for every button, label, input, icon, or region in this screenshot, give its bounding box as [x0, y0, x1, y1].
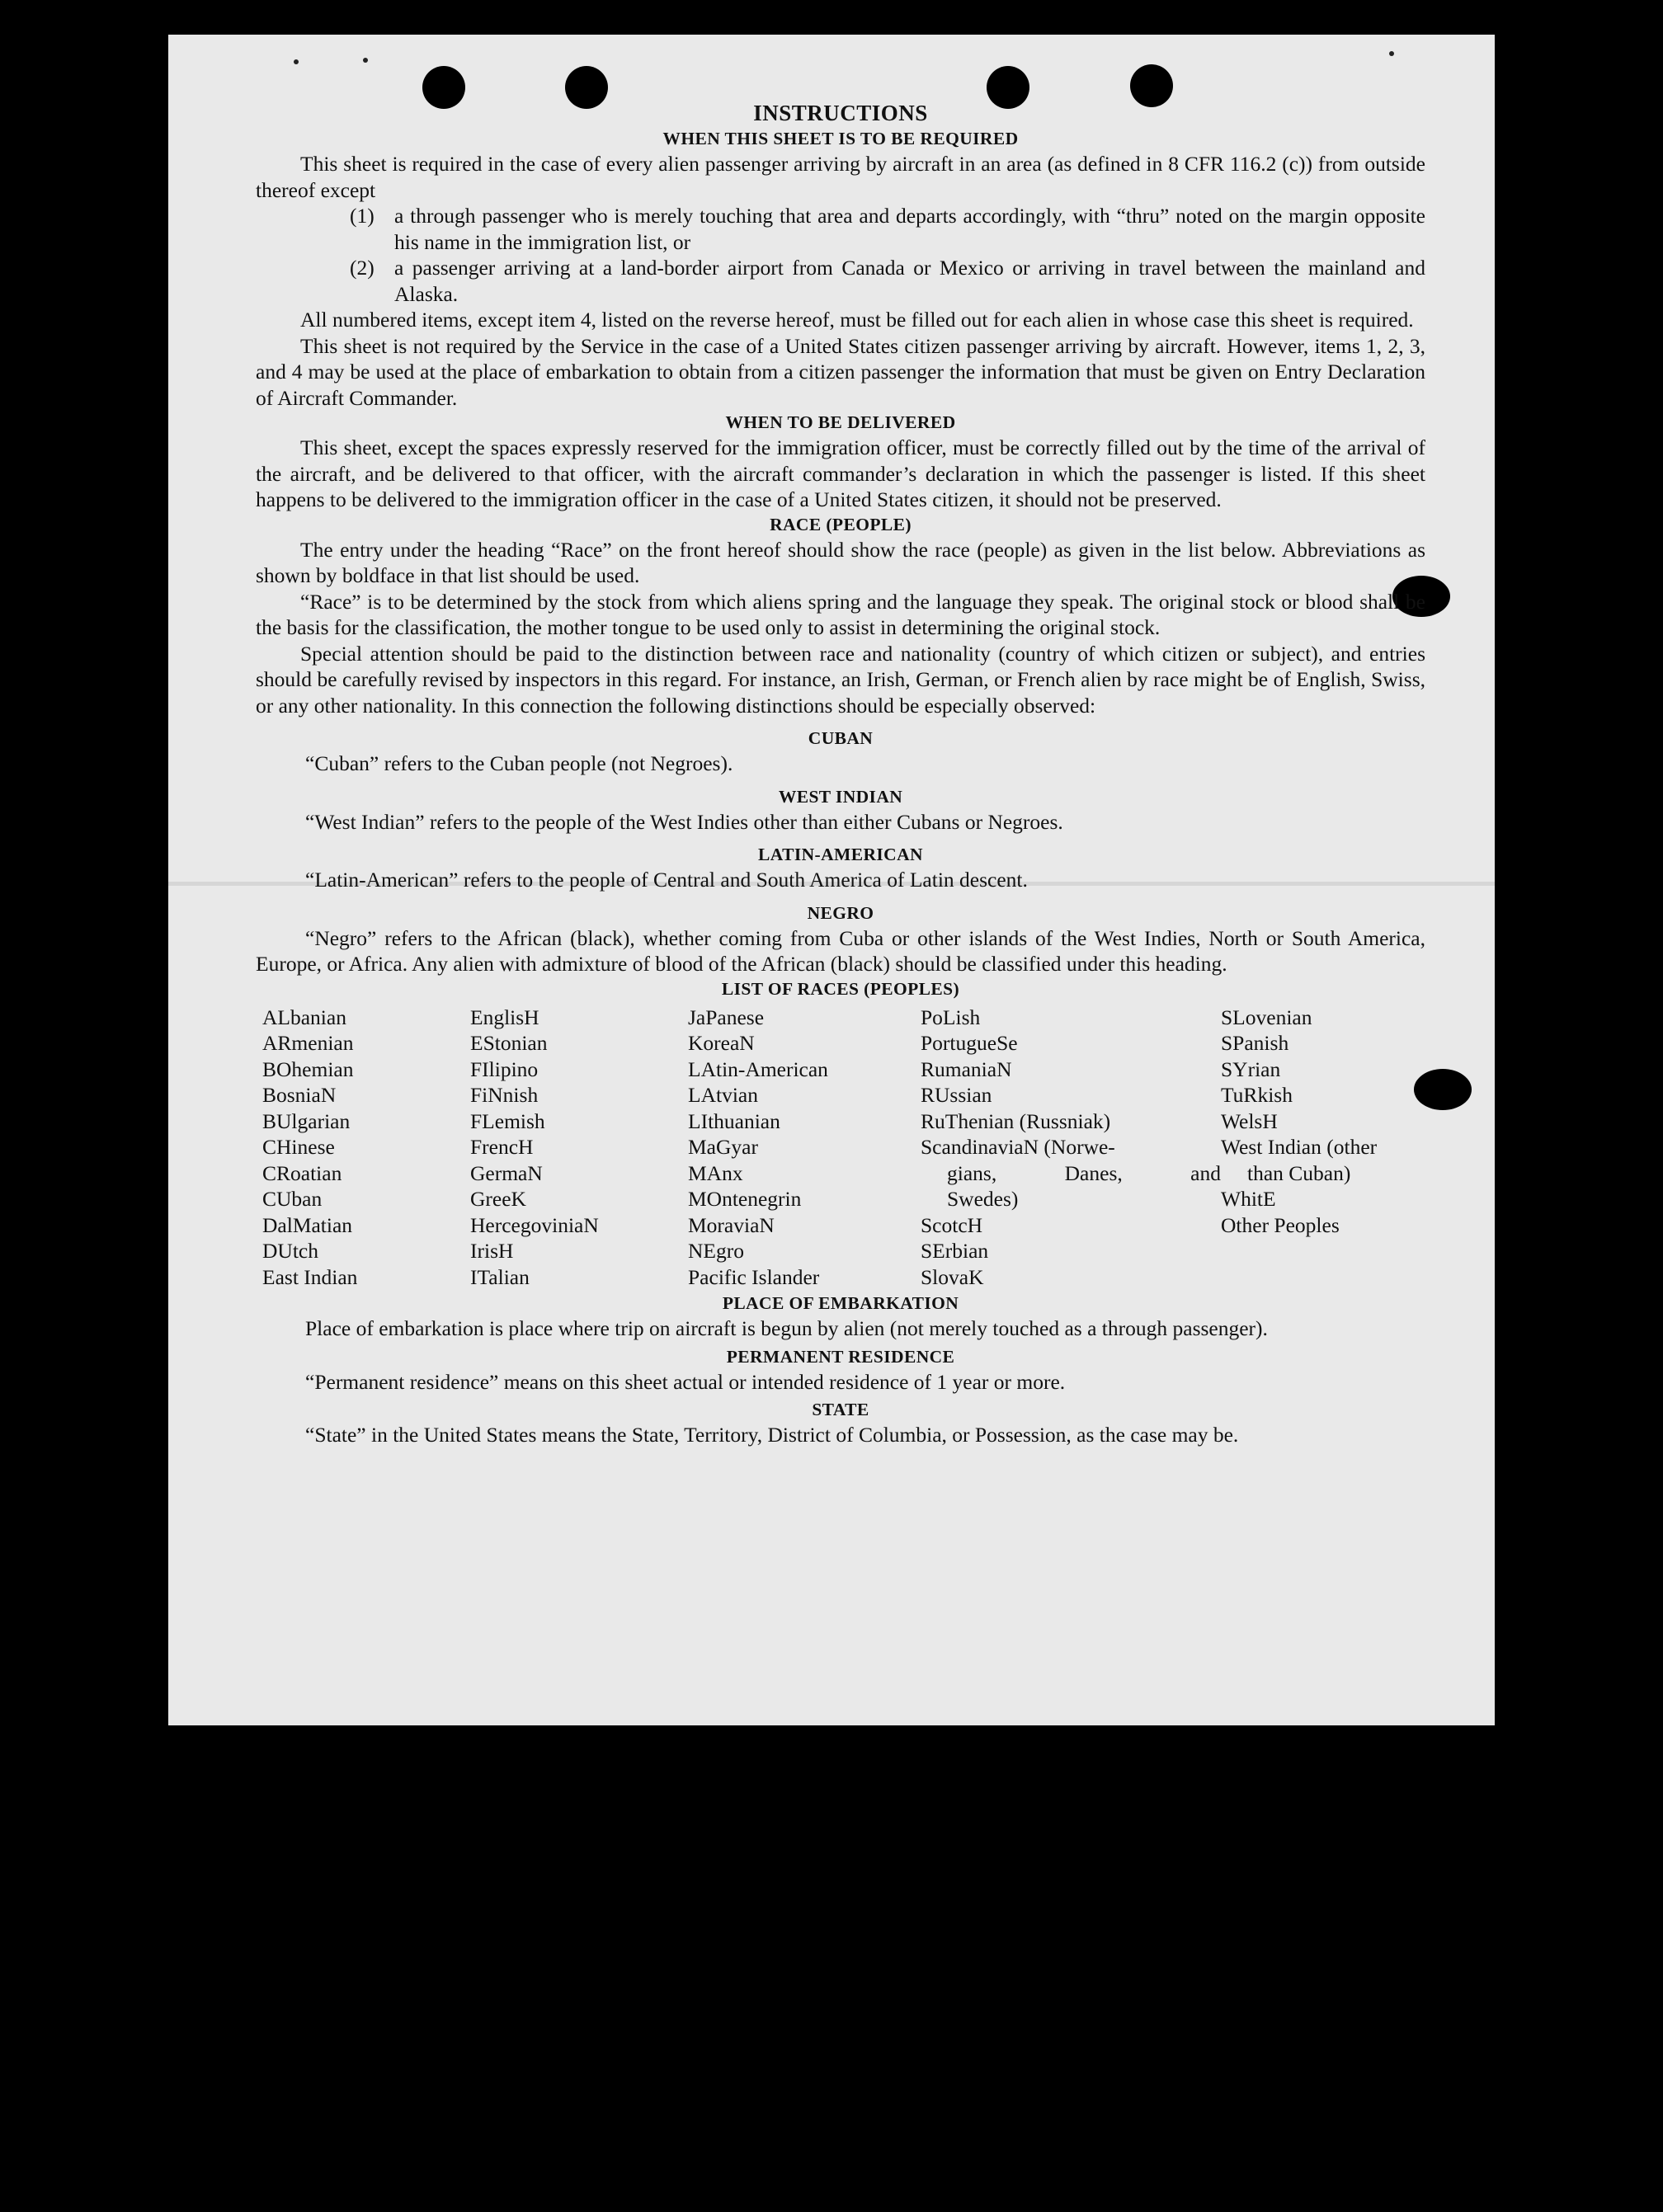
race-entry: DalMatian: [262, 1212, 353, 1237]
paragraph: All numbered items, except item 4, listed on the reverse hereof, must be filled out for each alien in whose case this sheet is required.: [300, 308, 1414, 332]
race-entry: KoreaN: [688, 1031, 755, 1055]
race-entry: GreeK: [470, 1187, 526, 1211]
speck-2: [363, 58, 368, 63]
item-number: (2): [350, 256, 375, 280]
race-entry: PortugueSe: [921, 1031, 1018, 1055]
race-entry: East Indian: [262, 1264, 358, 1289]
race-entry: ALbanian: [262, 1005, 346, 1029]
race-entry: CRoatian: [262, 1160, 342, 1185]
document-page: [168, 35, 1495, 1725]
race-entry: RUssian: [921, 1083, 992, 1107]
heading-state: STATE: [812, 1400, 869, 1419]
race-entry: WelsH: [1221, 1108, 1278, 1133]
race-entry: CUban: [262, 1187, 323, 1211]
race-entry: FIlipino: [470, 1057, 539, 1081]
heading-race: RACE (PEOPLE): [770, 514, 912, 534]
race-entry: ScandinaviaN (Norwe-: [921, 1135, 1115, 1159]
list-item: [350, 203, 1425, 255]
race-entry: ITalian: [470, 1264, 530, 1289]
race-entry: FLemish: [470, 1108, 545, 1133]
paragraph: “Latin-American” refers to the people of Central and South America of Latin descent.: [305, 868, 1028, 892]
race-entry: FiNnish: [470, 1083, 539, 1107]
paragraph: “Negro” refers to the African (black), whether coming from Cuba or other islands of the West Indies, North or South America, Europe, or Africa. Any alien with admixture of blood of the African (black) should be classified under this heading.: [256, 925, 1425, 976]
race-entry: IrisH: [470, 1239, 514, 1263]
item-text: a through passenger who is merely touching that area and departs accordingly, with “thru” noted on the margin opposite his name in the immigration list, or: [394, 204, 1425, 254]
speck-1: [294, 59, 299, 64]
race-entry: Swedes): [947, 1187, 1019, 1211]
races-column-4: [921, 1005, 1221, 1291]
races-column-3: [688, 1005, 921, 1291]
race-entry: Pacific Islander: [688, 1264, 820, 1289]
races-column-1: [262, 1005, 470, 1291]
race-entry: BOhemian: [262, 1057, 354, 1081]
heading-negro: NEGRO: [807, 902, 874, 923]
race-entry: PoLish: [921, 1005, 981, 1029]
race-entry: RumaniaN: [921, 1057, 1012, 1081]
race-entry: CHinese: [262, 1135, 335, 1159]
race-entry: SLovenian: [1221, 1005, 1312, 1029]
races-column-2: [470, 1005, 688, 1291]
paragraph: “West Indian” refers to the people of the West Indies other than either Cubans or Negroes.: [305, 809, 1063, 834]
heading-when-delivered: WHEN TO BE DELIVERED: [725, 412, 956, 432]
race-entry: EnglisH: [470, 1005, 539, 1029]
paragraph: “Permanent residence” means on this sheet actual or intended residence of 1 year or more.: [305, 1369, 1066, 1394]
race-entry: LIthuanian: [688, 1108, 780, 1133]
list-item: [350, 255, 1425, 307]
race-entry: Other Peoples: [1221, 1212, 1340, 1237]
race-entry: BUlgarian: [262, 1108, 351, 1133]
paragraph: “State” in the United States means the State, Territory, District of Columbia, or Possession, as the case may be.: [305, 1423, 1239, 1447]
race-entry: ScotcH: [921, 1212, 983, 1237]
race-entry: EStonian: [470, 1031, 548, 1055]
races-table: [262, 1005, 1425, 1291]
heading-place-of-embarkation: PLACE OF EMBARKATION: [722, 1293, 959, 1313]
paragraph: “Cuban” refers to the Cuban people (not Negroes).: [305, 751, 733, 775]
paragraph: The entry under the heading “Race” on the front hereof should show the race (people) as given in the list below. Abbreviations as shown by boldface in that list should be used.: [256, 537, 1425, 587]
page-title: INSTRUCTIONS: [753, 101, 928, 125]
race-entry: MOntenegrin: [688, 1187, 802, 1211]
race-entry: JaPanese: [688, 1005, 765, 1029]
heading-west-indian: WEST INDIAN: [778, 786, 903, 807]
race-entry: West Indian (other: [1221, 1135, 1378, 1159]
race-entry: RuThenian (Russniak): [921, 1108, 1111, 1133]
race-entry: SPanish: [1221, 1031, 1289, 1055]
paragraph: This sheet is required in the case of every alien passenger arriving by aircraft in an area (as defined in 8 CFR 116.2 (c)) from outside thereof except: [256, 152, 1425, 202]
race-entry: GermaN: [470, 1160, 543, 1185]
paragraph: This sheet is not required by the Service in the case of a United States citizen passenger arriving by aircraft. However, items 1, 2, 3, and 4 may be used at the place of embarkation to obtain from a citizen passenger the information that must be given on Entry Declaration of Aircraft Commander.: [256, 333, 1425, 410]
race-entry: SErbian: [921, 1239, 989, 1263]
race-entry: HercegoviniaN: [470, 1212, 599, 1237]
paragraph: Special attention should be paid to the distinction between race and nationality (country of which citizen or subject), and entries should be carefully revised by inspectors in this regard. For instance, an Irish, German, or French alien by race might be of English, Swiss, or any other nationality. In this connection the following distinctions should be especially observed:: [256, 641, 1425, 718]
heading-latin-american: LATIN-AMERICAN: [758, 845, 923, 864]
race-entry: TuRkish: [1221, 1083, 1293, 1107]
heading-permanent-residence: PERMANENT RESIDENCE: [726, 1346, 955, 1367]
heading-list-of-races: LIST OF RACES (PEOPLES): [721, 978, 960, 999]
speck-3: [1389, 51, 1394, 56]
race-entry: DUtch: [262, 1239, 318, 1263]
race-entry: MoraviaN: [688, 1212, 775, 1237]
race-entry: NEgro: [688, 1239, 744, 1263]
race-entry: MaGyar: [688, 1135, 758, 1159]
race-entry: BosniaN: [262, 1083, 337, 1107]
race-entry: than Cuban): [1247, 1160, 1351, 1185]
race-entry: LAtvian: [688, 1083, 758, 1107]
paragraph: This sheet, except the spaces expressly reserved for the immigration officer, must be correctly filled out by the time of the arrival of the aircraft, and be delivered to that officer, with the aircraft commander’s declaration in which the passenger is listed. If this sheet happens to be delivered to the immigration officer in the case of a United States citizen, it should not be preserved.: [256, 435, 1425, 511]
race-entry: WhitE: [1221, 1187, 1276, 1211]
heading-when-required: WHEN THIS SHEET IS TO BE REQUIRED: [662, 129, 1019, 148]
heading-cuban: CUBAN: [808, 728, 874, 748]
races-column-5: [1221, 1005, 1432, 1291]
paragraph: Place of embarkation is place where trip on aircraft is begun by alien (not merely touched as a through passenger).: [305, 1316, 1268, 1340]
race-entry: gians, Danes, and: [947, 1160, 1221, 1185]
item-number: (1): [350, 204, 375, 228]
paragraph: “Race” is to be determined by the stock from which aliens spring and the language they speak. The original stock or blood shall be the basis for the classification, the mother tongue to be used only to assist in determining the original stock.: [256, 589, 1425, 639]
race-entry: MAnx: [688, 1160, 743, 1185]
instructions-text: [256, 99, 1425, 1448]
race-entry: FrencH: [470, 1135, 534, 1159]
item-text: a passenger arriving at a land-border airport from Canada or Mexico or arriving in travel between the mainland and Alaska.: [394, 256, 1425, 306]
race-entry: SYrian: [1221, 1057, 1281, 1081]
race-entry: LAtin-American: [688, 1057, 828, 1081]
race-entry: SlovaK: [921, 1264, 984, 1289]
race-entry: ARmenian: [262, 1031, 354, 1055]
